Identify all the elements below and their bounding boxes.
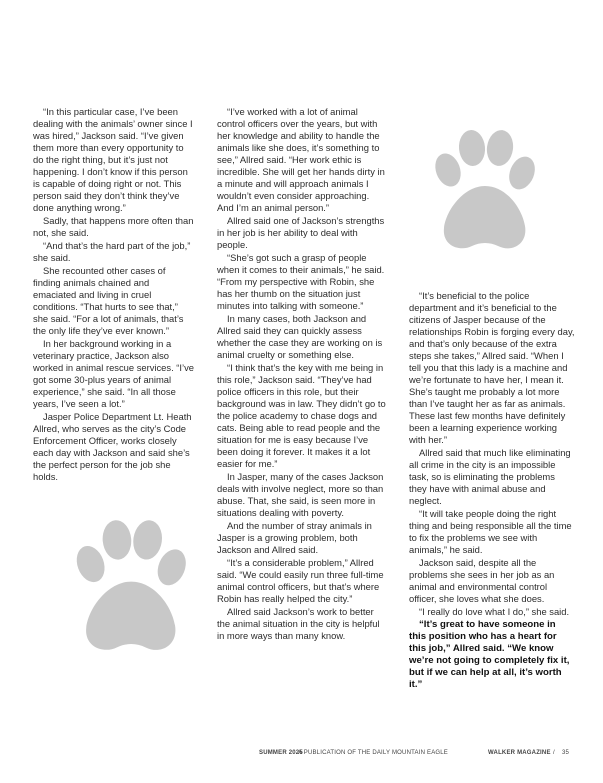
paragraph: Jackson said, despite all the problems she sees in her job as an animal and environmental control officer, she loves what she does. xyxy=(409,557,555,604)
article-column-1 xyxy=(33,106,195,484)
paw-print-icon xyxy=(68,518,190,655)
paragraph: In many cases, both Jackson and Allred said they can quickly assess whether the case they are working on is animal cruelty or something else. xyxy=(217,313,383,360)
paragraph: In her background working in a veterinary practice, Jackson also worked in animal rescue services. “I’ve got some 30-plus years of animal experience,” she said. “In all those years, I’ve seen a lot.” xyxy=(33,338,194,409)
closing-quote: “It’s great to have someone in this position who has a heart for this job,” Allred said. “We know we’re not going to completely fix it, but if we can help at all, it’s worth it.” xyxy=(409,619,570,690)
paragraph: And the number of stray animals in Jasper is a growing problem, both Jackson and Allred said. xyxy=(217,520,372,555)
paragraph: Jasper Police Department Lt. Heath Allred, who serves as the city’s Code Enforcement Officer, works closely each day with Jackson and said she’s the perfect person for the job she holds. xyxy=(33,411,192,482)
page-number: 35 xyxy=(562,750,570,756)
paragraph: “In this particular case, I’ve been dealing with the animals’ owner since I was hired,” Jackson said. “I’ve given them more than every opportunity to do the right thing, but it’s just not happening. I don’t know if this person is capable of doing right or not. This person said they don’t think they’ve done anything wrong.” xyxy=(33,106,193,213)
paragraph: She recounted other cases of finding animals chained and emaciated and living in cruel conditions. “That hurts to see that,” she said. “For a lot of animals, that’s the only life they’ve ever known.” xyxy=(33,265,184,336)
paragraph: “It will take people doing the right thing and being responsible all the time to fix the problems we see with animals,” he said. xyxy=(409,508,572,555)
paragraph: In Jasper, many of the cases Jackson deals with involve neglect, more so than abuse. That, she said, is seen more in situations dealing with poverty. xyxy=(217,471,384,518)
footer-magazine-name: WALKER MAGAZINE xyxy=(488,750,551,756)
article-column-3 xyxy=(409,290,575,692)
paw-print-icon-graphic xyxy=(68,518,190,655)
paragraph: Allred said that much like eliminating all crime in the city is an impossible task, so is eliminating the problems they have with animal abuse and neglect. xyxy=(409,447,571,506)
footer-season: SUMMER 2025 xyxy=(259,750,303,756)
article-column-2 xyxy=(217,106,387,643)
paragraph: “I think that’s the key with me being in this role,” Jackson said. “They’ve had police officers in this role, but their background was in law. They didn’t go to the police academy to chase dogs and cats. Being able to read people and the situation for me is easy because I’ve been doing it forever. It makes it a lot easier for me.” xyxy=(217,362,386,469)
paragraph: Sadly, that happens more often than not, she said. xyxy=(33,215,194,238)
footer-publication: A PUBLICATION OF THE DAILY MOUNTAIN EAGLE xyxy=(298,750,449,756)
paw-print-icon-graphic xyxy=(428,128,538,253)
paw-print-icon xyxy=(428,128,538,253)
paragraph: “I’ve worked with a lot of animal control officers over the years, but with her knowledge and ability to handle the animals like she does, it’s something to see,” Allred said. “Her work ethic is incredible. She will get her hands dirty in a minute and will approach animals I wouldn’t even consider approaching. And I’m an animal person.” xyxy=(217,106,385,213)
paragraph: “She’s got such a grasp of people when it comes to their animals,” he said. “From my perspective with Robin, she has her thumb on the situation just minutes into talking with someone.” xyxy=(217,252,385,311)
paragraph: Allred said one of Jackson’s strengths in her job is her ability to deal with people. xyxy=(217,215,385,250)
paragraph: “I really do love what I do,” she said. xyxy=(419,606,570,617)
page-footer xyxy=(0,750,603,764)
paragraph: “It’s a considerable problem,” Allred said. “We could easily run three full-time animal control officers, but that’s where Robin has really helped the city.” xyxy=(217,557,384,604)
paragraph: “And that’s the hard part of the job,” she said. xyxy=(33,240,191,263)
footer-separator: / xyxy=(553,750,555,756)
paragraph: Allred said Jackson’s work to better the animal situation in the city is helpful in more ways than many know. xyxy=(217,606,380,641)
paragraph: “It’s beneficial to the police department and it’s beneficial to the citizens of Jasper because of the relationships Robin is forging every day, and that’s only because of the extra steps she takes,” Allred said. “When I tell you that this lady is a machine and we’re fortunate to have her, I mean it. She’s taught me probably a lot more than I’ve taught her as far as animals. These last few months have definitely been a learning experience working with her.” xyxy=(409,290,575,445)
